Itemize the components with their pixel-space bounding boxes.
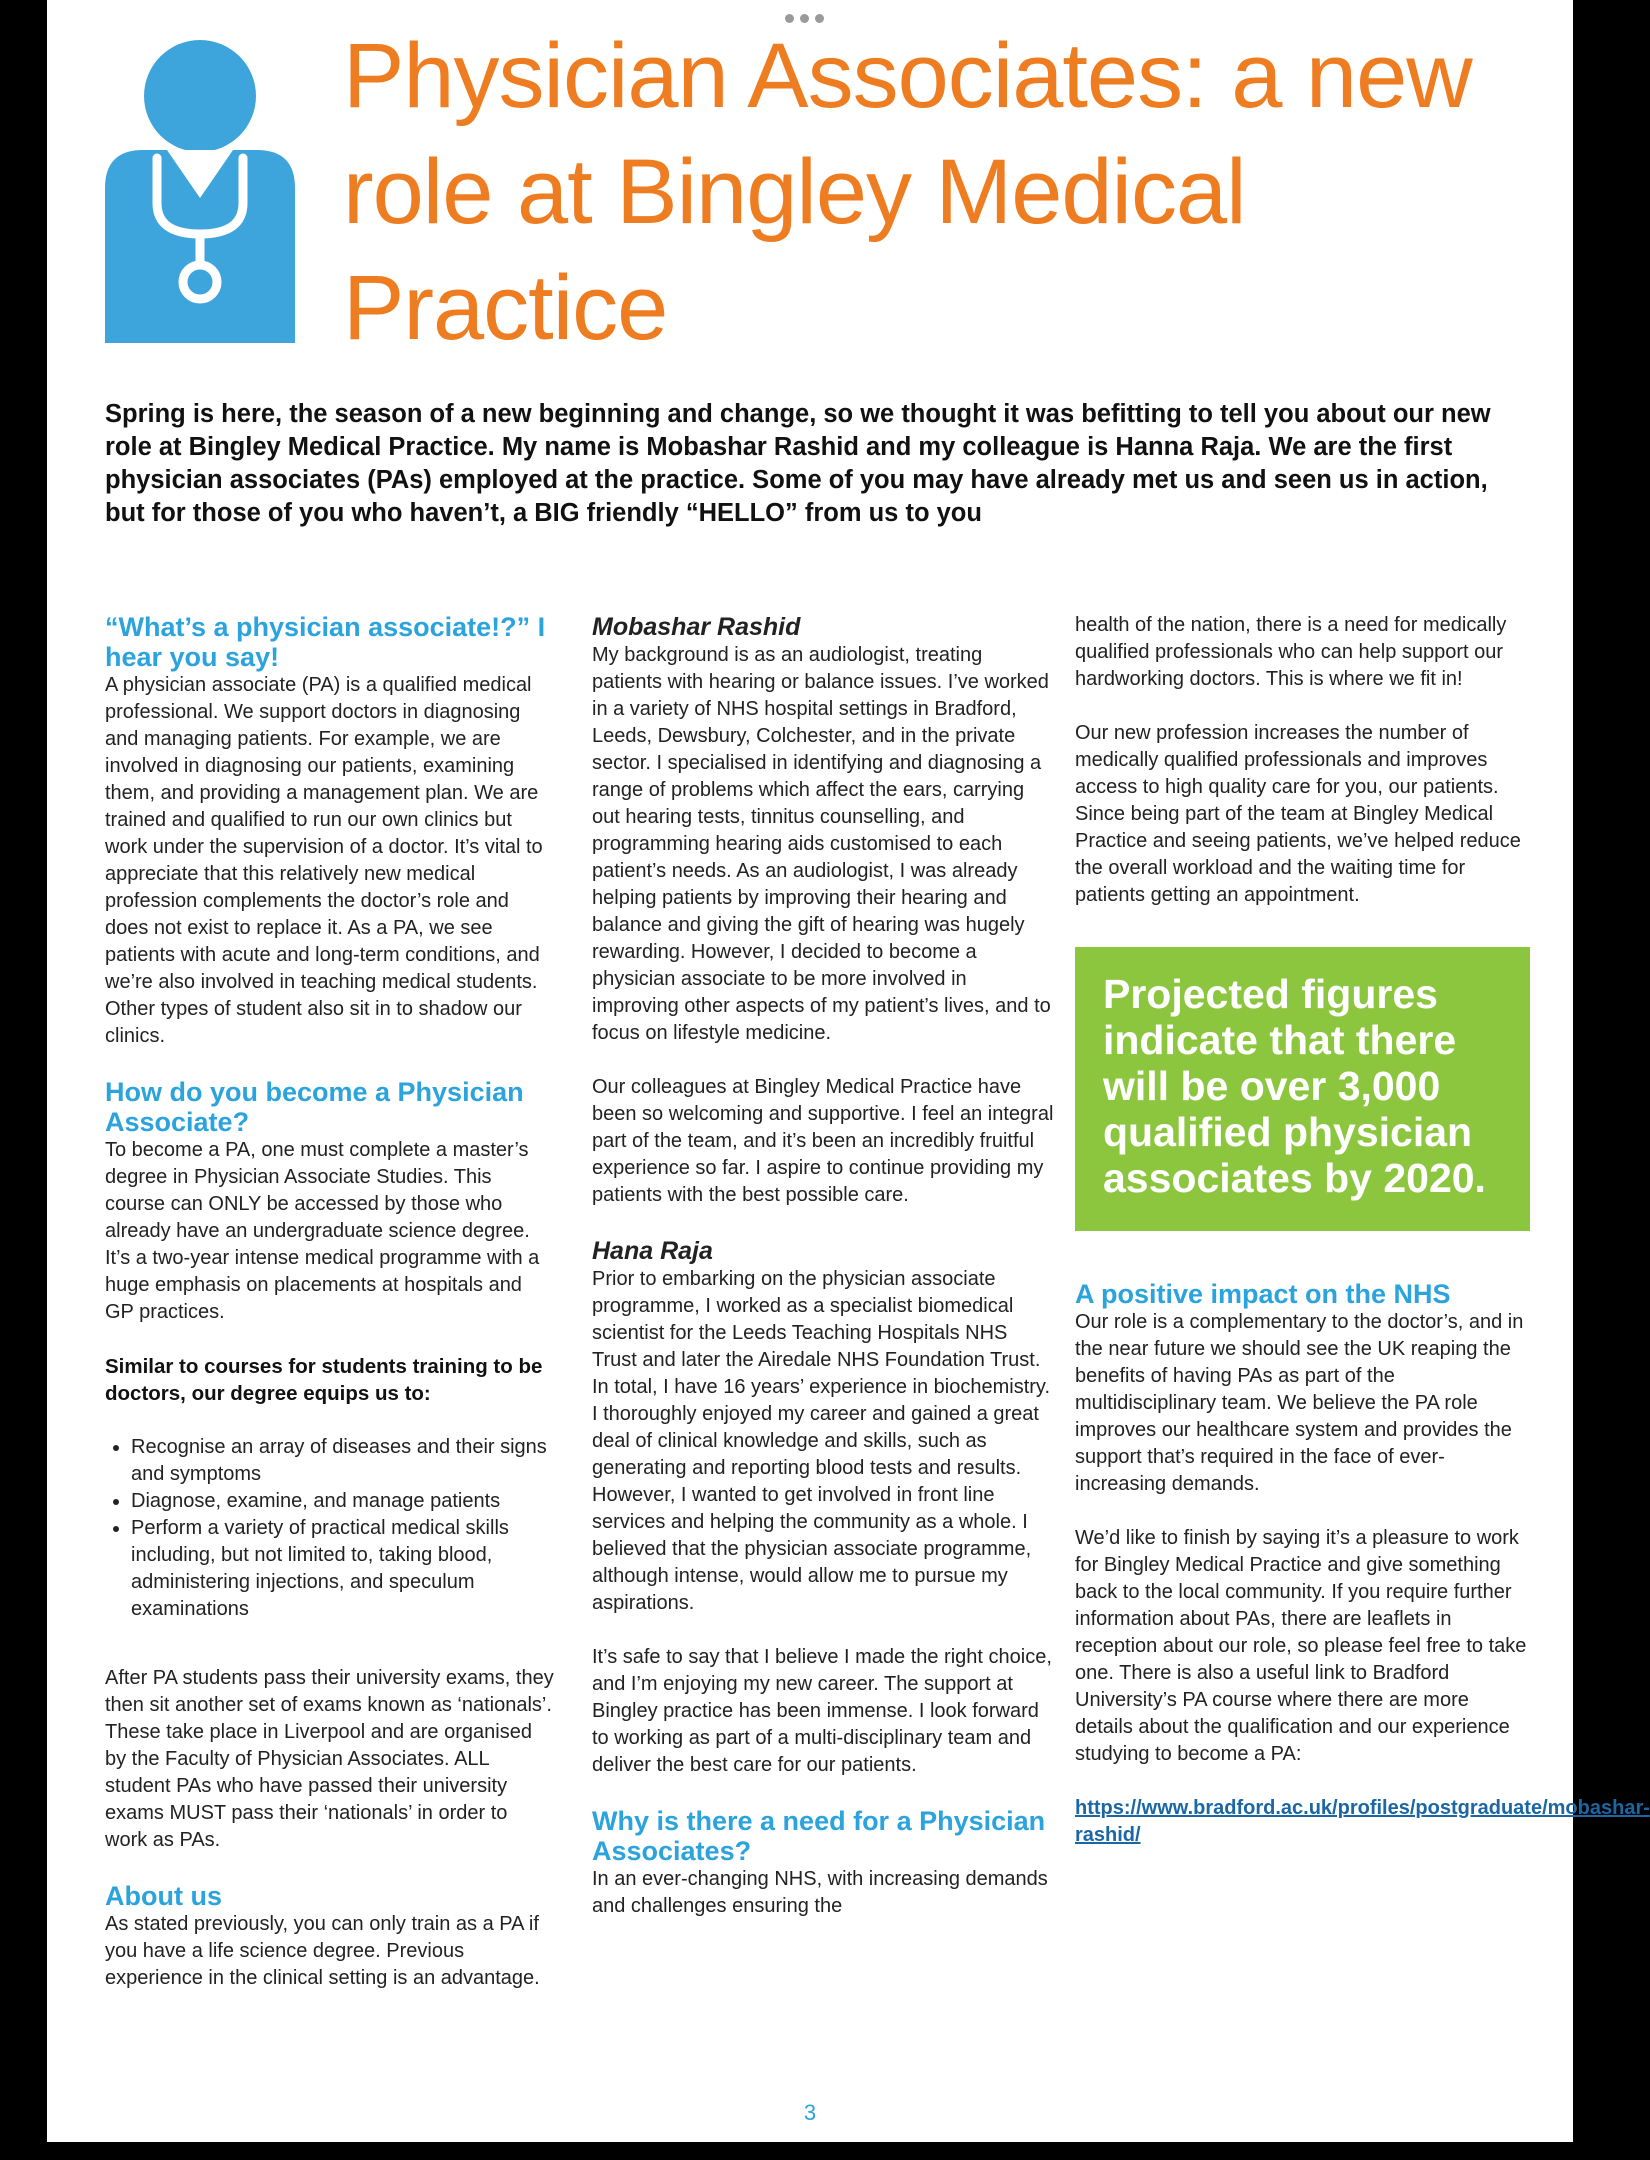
degree-list [105, 1434, 555, 1623]
heading-why-need: Why is there a need for a Physician Associates? [592, 1806, 1046, 1866]
paragraph-what-is-pa: A physician associate (PA) is a qualified medical professional. We support doctors in diagnosing and managing patients. For example, we are involved in diagnosing our patients, examining them, and providing a management plan. We are trained and qualified to run our own clinics but work under the supervision of a doctor. It’s vital to appreciate that this relatively new medical profession complements the doctor’s role and does not exist to replace it. As a PA, we see patients with acute and long-term conditions, and we’re also involved in teaching medical students. Other types of student also sit in to shadow our clinics. [105, 674, 543, 1047]
heading-mobashar-rashid: Mobashar Rashid [592, 613, 801, 641]
page-title: Physician Associates: a new role at Bingley Medical Practice [343, 25, 1472, 359]
magazine-page [47, 0, 1650, 2142]
paragraph-about-us: As stated previously, you can only train as a PA if you have a life science degree. Previous experience in the clinical setting is an advantage. [105, 1913, 540, 1989]
heading-about-us: About us [105, 1881, 222, 1911]
paragraph-hana-background: Prior to embarking on the physician associate programme, I worked as a specialist biomedical scientist for the Leeds Teaching Hospitals NHS Trust and later the Airedale NHS Foundation Trust. In total, I have 16 years’ experience in biochemistry. I thoroughly enjoyed my career and gained a great deal of clinical knowledge and skills, such as generating and reporting blood tests and results. However, I wanted to get involved in front line services and helping the community as a whole. I believed that the physician associate programme, although intense, would allow me to pursue my aspirations. [592, 1268, 1051, 1614]
column-3 [1075, 612, 1650, 1849]
heading-become-pa: How do you become a Physician Associate? [105, 1077, 524, 1137]
paragraph-nationals: After PA students pass their university exams, they then sit another set of exams known as ‘nationals’. These take place in Liverpool and are organised by the Faculty of Physician Associates. ALL student PAs who have passed their university exams MUST pass their ‘nationals’ in order to work as PAs. [105, 1667, 554, 1851]
paragraph-right-choice: It’s safe to say that I believe I made the right choice, and I’m enjoying my new career. The support at Bingley practice has been immense. I look forward to working as part of a multi-disciplinary team and deliver the best care for our patients. [592, 1646, 1052, 1776]
paragraph-positive-impact: Our role is a complementary to the doctor’s, and in the near future we should see the UK reaping the benefits of having PAs as part of the multidisciplinary team. We believe the PA role improves our healthcare system and provides the support that’s required in the face of ever-increasing demands. [1075, 1311, 1524, 1495]
paragraph-become-pa: To become a PA, one must complete a master’s degree in Physician Associate Studies. This course can ONLY be accessed by those who already have an undergraduate science degree. It’s a two-year intense medical programme with a huge emphasis on placements at hospitals and GP practices. [105, 1139, 540, 1323]
column-2 [592, 612, 1057, 1920]
paragraph-why-need: In an ever-changing NHS, with increasing demands and challenges ensuring the [592, 1868, 1048, 1917]
heading-positive-impact: A positive impact on the NHS [1075, 1279, 1451, 1309]
paragraph-new-profession: Our new profession increases the number of medically qualified professionals and improves access to high quality care for you, our patients. Since being part of the team at Bingley Medical Practice and seeing patients, we’ve helped reduce the overall workload and the waiting time for patients getting an appointment. [1075, 722, 1521, 906]
paragraph-health-of-nation: health of the nation, there is a need for medically qualified professionals who can help support our hardworking doctors. This is where we fit in! [1075, 614, 1507, 690]
list-item: • Perform a variety of practical medical skills including, but not limited to, taking blood, administering injections, and speculum examinations [131, 1515, 555, 1623]
paragraph-mobashar-background: My background is as an audiologist, treating patients with hearing or balance issues. I’ve worked in a variety of NHS hospital settings in Bradford, Leeds, Dewsbury, Colchester, and in the private sector. I specialised in identifying and diagnosing a range of problems which affect the ears, carrying out hearing tests, tinnitus counselling, and programming hearing aids customised to each patient’s needs. As an audiologist, I was already helping patients by improving their hearing and balance and giving the gift of hearing was hugely rewarding. However, I decided to become a physician associate to be more involved in improving other aspects of my patient’s lives, and to focus on lifestyle medicine. [592, 644, 1051, 1044]
heading-hana-raja: Hana Raja [592, 1237, 713, 1265]
doctor-stethoscope-icon [105, 38, 295, 343]
page-number: 3 [803, 2100, 817, 2125]
heading-what-is-pa: “What’s a physician associate!?” I hear you say! [105, 612, 546, 672]
degree-subheading: Similar to courses for students training to be doctors, our degree equips us to: [105, 1355, 543, 1405]
list-item: • Recognise an array of diseases and their signs and symptoms [131, 1434, 555, 1488]
intro-paragraph: Spring is here, the season of a new beginning and change, so we thought it was befitting to tell you about our new role at Bingley Medical Practice. My name is Mobashar Rashid and my colleague is Hanna Raja. We are the first physician associates (PAs) employed at the practice. Some of you may have already met us and seen us in action, but for those of you who haven’t, a BIG friendly “HELLO” from us to you [105, 400, 1491, 527]
list-item: • Diagnose, examine, and manage patients [131, 1488, 555, 1515]
callout-box: Projected figures indicate that there will be over 3,000 qualified physician associates by 2020. [1075, 947, 1530, 1231]
bradford-profile-link[interactable]: https://www.bradford.ac.uk/profiles/postgraduate/mobashar-rashid/ [1075, 1797, 1650, 1846]
paragraph-colleagues: Our colleagues at Bingley Medical Practice have been so welcoming and supportive. I feel an integral part of the team, and it’s been an incredibly fruitful experience so far. I aspire to continue providing my patients with the best possible care. [592, 1076, 1054, 1206]
column-1 [105, 612, 555, 1992]
paragraph-finish: We’d like to finish by saying it’s a pleasure to work for Bingley Medical Practice and give something back to the local community. If you require further information about PAs, there are leaflets in reception about our role, so please feel free to take one. There is also a useful link to Bradford University’s PA course where there are more details about the qualification and our experience studying to become a PA: [1075, 1527, 1527, 1765]
